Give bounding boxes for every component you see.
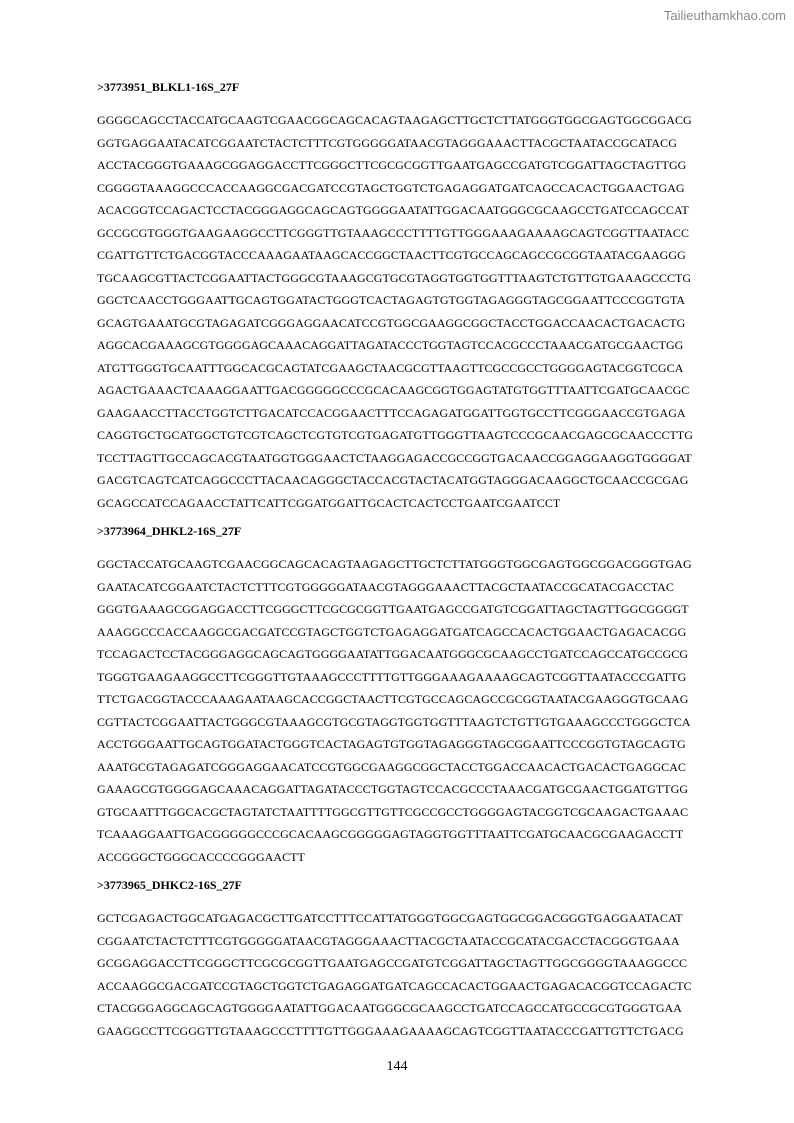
sequence-line: GCCGCGTGGGTGAAGAAGGCCTTCGGGTTGTAAAGCCCTTTTGTTGGGAAAGAAAAGCAGTCGGTTAATACC — [97, 225, 690, 240]
sequence-heading: >3773965_DHKC2-16S_27F — [97, 878, 242, 892]
sequence-line: GCTCGAGACTGGCATGAGACGCTTGATCCTTTCCATTATGGGTGGCGAGTGGCGGACGGGTGAGGAATACAT — [97, 911, 683, 925]
sequence-lines — [97, 907, 777, 1042]
sequence-line: ACCTACGGGTGAAAGCGGAGGACCTTCGGGCTTCGCGCGGTTGAATGAGCCGATGTCGGATTAGCTAGTTGG — [97, 158, 687, 172]
sequence-section-3 — [97, 878, 777, 1042]
sequence-line: CGGGGTAAAGGCCCACCAAGGCGACGATCCGTAGCTGGTCTGAGAGGATGATCAGCCACACTGGAACTGAG — [97, 180, 685, 195]
sequence-lines — [97, 109, 777, 514]
sequence-line: CTACGGGAGGCAGCAGTGGGGAATATTGGACAATGGGCGCAAGCCTGATCCAGCCATGCCGCGTGGGTGAA — [97, 1001, 682, 1015]
sequence-section-1 — [97, 80, 777, 514]
sequence-line: TTCTGACGGTACCCAAAGAATAAGCACCGGCTAACTTCGTGCCAGCAGCCGCGGTAATACGAAGGGTGCAAG — [97, 692, 689, 706]
sequence-line: ACACGGTCCAGACTCCTACGGGAGGCAGCAGTGGGGAATATTGGACAATGGGCGCAAGCCTGATCCAGCCAT — [97, 203, 689, 217]
sequence-line: CGTTACTCGGAATTACTGGGCGTAAAGCGTGCGTAGGTGGTGGTTTAAGTCTGTTGTGAAAGCCCTGGGCTCA — [97, 714, 691, 729]
sequence-line: GGTGAGGAATACATCGGAATCTACTCTTTCGTGGGGGATAACGTAGGGAAACTTACGCTAATACCGCATACG — [97, 135, 677, 150]
sequence-line: CGGAATCTACTCTTTCGTGGGGGATAACGTAGGGAAACTTACGCTAATACCGCATACGACCTACGGGTGAAA — [97, 933, 680, 948]
sequence-line: TGCAAGCGTTACTCGGAATTACTGGGCGTAAAGCGTGCGTAGGTGGTGGTTTAAGTCTGTTGTGAAAGCCCTG — [97, 270, 692, 285]
sequence-line: AAAGGCCCACCAAGGCGACGATCCGTAGCTGGTCTGAGAGGATGATCAGCCACACTGGAACTGAGACACGG — [97, 624, 687, 639]
sequence-line: GAAGGCCTTCGGGTTGTAAAGCCCTTTTGTTGGGAAAGAAAAGCAGTCGGTTAATACCCGATTGTTCTGACG — [97, 1023, 684, 1038]
sequence-heading: >3773964_DHKL2-16S_27F — [97, 524, 242, 538]
sequence-line: ACCAAGGCGACGATCCGTAGCTGGTCTGAGAGGATGATCAGCCACACTGGAACTGAGACACGGTCCAGACTC — [97, 978, 692, 993]
sequence-line: ACCGGGCTGGGCACCCCGGGAACTT — [97, 849, 305, 864]
sequence-line: TCCAGACTCCTACGGGAGGCAGCAGTGGGGAATATTGGACAATGGGCGCAAGCCTGATCCAGCCATGCCGCG — [97, 647, 689, 661]
sequence-line: ACCTGGGAATTGCAGTGGATACTGGGTCACTAGAGTGTGGTAGAGGGTAGCGGAATTCCCGGTGTAGCAGTG — [97, 737, 686, 751]
sequence-line: TCCTTAGTTGCCAGCACGTAATGGTGGGAACTCTAAGGAGACCGCCGGTGACAACCGGAGGAAGGTGGGGAT — [97, 450, 692, 465]
sequence-line: CGATTGTTCTGACGGTACCCAAAGAATAAGCACCGGCTAACTTCGTGCCAGCAGCCGCGGTAATACGAAGGG — [97, 248, 686, 262]
sequence-line: GCAGCCATCCAGAACCTATTCATTCGGATGGATTGCACTCACTCCTGAATCGAATCCT — [97, 495, 561, 510]
sequence-line: GCGGAGGACCTTCGGGCTTCGCGCGGTTGAATGAGCCGATGTCGGATTAGCTAGTTGGCGGGGTAAAGGCCC — [97, 956, 688, 970]
sequence-line: GGGTGAAAGCGGAGGACCTTCGGGCTTCGCGCGGTTGAATGAGCCGATGTCGGATTAGCTAGTTGGCGGGGT — [97, 602, 689, 616]
document-body — [97, 80, 777, 1052]
sequence-lines — [97, 553, 777, 868]
sequence-line: AAATGCGTAGAGATCGGGAGGAACATCCGTGGCGAAGGCGGCTACCTGGACCAACACTGACACTGAGGCAC — [97, 759, 686, 774]
sequence-line: AGACTGAAACTCAAAGGAATTGACGGGGGCCCGCACAAGCGGTGGAGTATGTGGTTTAATTCGATGCAACGC — [97, 383, 690, 397]
sequence-line: AGGCACGAAAGCGTGGGGAGCAAACAGGATTAGATACCCTGGTAGTCCACGCCCTAAACGATGCGAACTGG — [97, 338, 684, 352]
sequence-line: GGCTACCATGCAAGTCGAACGGCAGCACAGTAAGAGCTTGCTCTTATGGGTGGCGAGTGGCGGACGGGTGAG — [97, 557, 692, 571]
sequence-line: GGGGCAGCCTACCATGCAAGTCGAACGGCAGCACAGTAAGAGCTTGCTCTTATGGGTGGCGAGTGGCGGACG — [97, 113, 692, 127]
sequence-line: GACGTCAGTCATCAGGCCCTTACAACAGGGCTACCACGTACTACATGGTAGGGACAAGGCTGCAACCGCGAG — [97, 473, 689, 487]
sequence-line: GAAGAACCTTACCTGGTCTTGACATCCACGGAACTTTCCAGAGATGGATTGGTGCCTTCGGGAACCGTGAGA — [97, 405, 686, 420]
sequence-line: GTGCAATTTGGCACGCTAGTATCTAATTTTGGCGTTGTTCGCCGCCTGGGGAGTACGGTCGCAAGACTGAAAC — [97, 804, 689, 819]
sequence-line: TGGGTGAAGAAGGCCTTCGGGTTGTAAAGCCCTTTTGTTGGGAAAGAAAAGCAGTCGGTTAATACCCGATTG — [97, 669, 687, 684]
sequence-heading: >3773951_BLKL1-16S_27F — [97, 80, 240, 94]
sequence-line: GAAAGCGTGGGGAGCAAACAGGATTAGATACCCTGGTAGTCCACGCCCTAAACGATGCGAACTGGATGTTGG — [97, 782, 689, 796]
watermark-text: Tailieuthamkhao.com — [663, 8, 786, 23]
page-number: 144 — [386, 1059, 408, 1074]
sequence-line: TCAAAGGAATTGACGGGGGCCCGCACAAGCGGGGGAGTAGGTGGTTTAATTCGATGCAACGCGAAGACCTT — [97, 827, 684, 841]
sequence-line: GCAGTGAAATGCGTAGAGATCGGGAGGAACATCCGTGGCGAAGGCGGCTACCTGGACCAACACTGACACTG — [97, 315, 686, 330]
sequence-line: ATGTTGGGTGCAATTTGGCACGCAGTATCGAAGCTAACGCGTTAAGTTCGCCGCCTGGGGAGTACGGTCGCA — [97, 360, 684, 375]
sequence-line: GAATACATCGGAATCTACTCTTTCGTGGGGGATAACGTAGGGAAACTTACGCTAATACCGCATACGACCTAC — [97, 579, 674, 594]
sequence-line: CAGGTGCTGCATGGCTGTCGTCAGCTCGTGTCGTGAGATGTTGGGTTAAGTCCCGCAACGAGCGCAACCCTTG — [97, 428, 694, 442]
sequence-line: GGCTCAACCTGGGAATTGCAGTGGATACTGGGTCACTAGAGTGTGGTAGAGGGTAGCGGAATTCCCGGTGTA — [97, 293, 686, 307]
sequence-section-2 — [97, 524, 777, 868]
